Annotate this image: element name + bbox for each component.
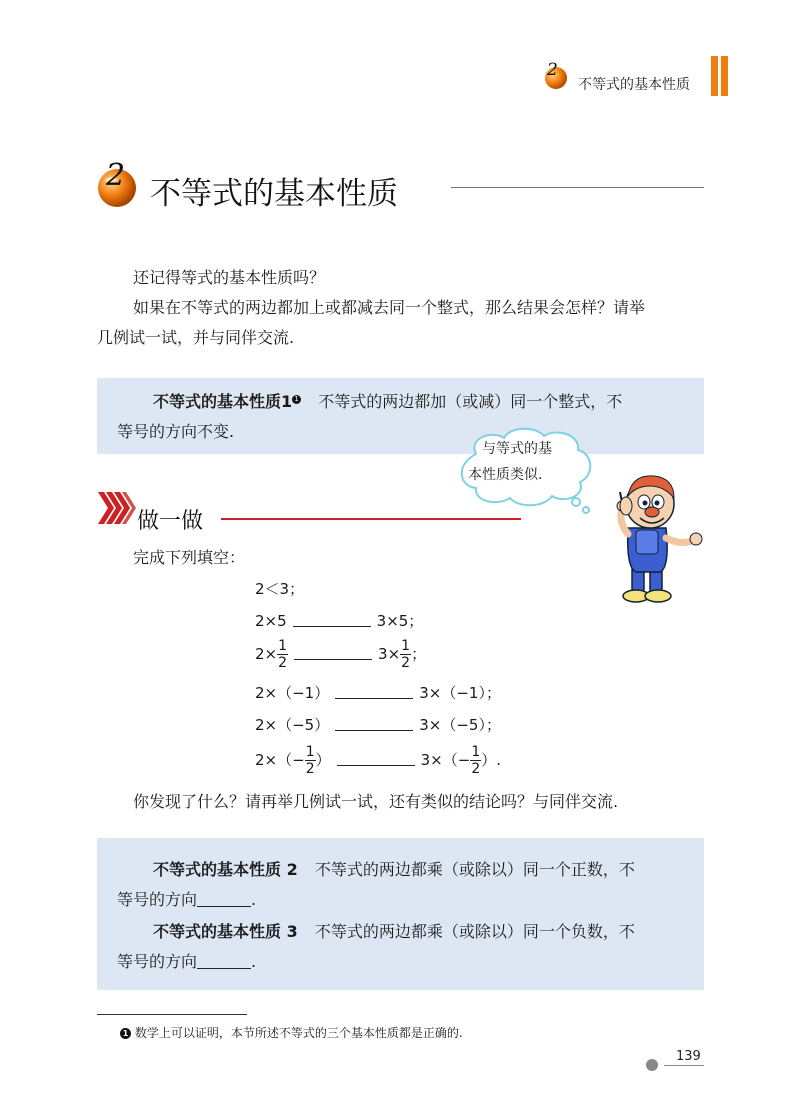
answer-blank[interactable] xyxy=(197,890,251,907)
section-rule xyxy=(451,187,704,188)
exercise-6: 2×（− $\frac{1}{2}$ ） 3×（− $\frac{1}{2}$ ）. xyxy=(255,744,502,777)
exercise-3-right: 3× xyxy=(378,645,401,663)
activity-rule xyxy=(221,518,521,520)
exercise-2-right: 3×5； xyxy=(376,612,424,630)
property-1-line-2: 等号的方向不变. xyxy=(117,422,235,441)
exercise-4-right: 3×（−1）； xyxy=(419,684,501,702)
cloud-line-1: 与等式的基 xyxy=(482,441,552,457)
property-3-line-2: 等号的方向 . xyxy=(117,952,257,971)
property-1-text: 不等式的两边都加（或减）同一个整式，不 xyxy=(318,392,623,411)
fraction: $\frac{1}{2}$ xyxy=(471,744,481,777)
intro-line-2: 如果在不等式的两边都加上或都减去同一个整式，那么结果会怎样？请举 xyxy=(133,298,646,317)
cloud-text xyxy=(468,436,588,488)
answer-blank[interactable] xyxy=(293,612,371,627)
property-3-text: 不等式的两边都乘（或除以）同一个负数，不 xyxy=(314,922,635,941)
property-2-line-2: 等号的方向 . xyxy=(117,890,257,909)
header-number: 2 xyxy=(547,60,558,80)
footnote-marker: 1 xyxy=(292,395,301,404)
fraction: $\frac{1}{2}$ xyxy=(305,744,315,777)
exercise-5-left: 2×（−5） xyxy=(255,716,330,734)
fraction: $\frac{1}{2}$ xyxy=(278,638,288,671)
exercise-3-left: 2× xyxy=(255,645,278,663)
chevron-marker-icon xyxy=(98,488,136,528)
footnote-rule xyxy=(97,1014,247,1015)
chapter-tab-icon xyxy=(711,56,729,96)
exercise-4 xyxy=(255,682,501,703)
answer-blank[interactable] xyxy=(337,751,415,766)
property-3-label: 不等式的基本性质 3 xyxy=(153,922,298,941)
discover-text: 你发现了什么？请再举几例试一试，还有类似的结论吗？与同伴交流. xyxy=(133,792,619,811)
intro-line-3: 几例试一试，并与同伴交流. xyxy=(97,328,295,347)
exercise-2-left: 2×5 xyxy=(255,612,287,630)
property-3-line-1 xyxy=(153,920,635,944)
header-title: 不等式的基本性质 xyxy=(578,77,690,93)
page-number-rule xyxy=(664,1065,704,1066)
answer-blank[interactable] xyxy=(197,952,251,969)
property-1-line-1 xyxy=(153,390,622,414)
answer-blank[interactable] xyxy=(335,716,413,731)
exercise-2 xyxy=(255,610,423,631)
property-2-line-1 xyxy=(153,858,635,882)
exercise-1: 2＜3； xyxy=(255,580,305,598)
fraction: $\frac{1}{2}$ xyxy=(401,638,411,671)
activity-prompt: 完成下列填空： xyxy=(133,548,246,567)
exercise-6-left: 2×（− xyxy=(255,751,305,769)
property-2-label: 不等式的基本性质 2 xyxy=(153,860,298,879)
mascot-illustration xyxy=(598,468,710,608)
section-number: 2 xyxy=(106,158,126,193)
answer-blank[interactable] xyxy=(294,645,372,660)
footnote-number-icon: 1 xyxy=(120,1028,131,1039)
answer-blank[interactable] xyxy=(335,684,413,699)
page-number-dot xyxy=(646,1059,658,1071)
exercise-5-right: 3×（−5）； xyxy=(419,716,501,734)
activity-title: 做一做 xyxy=(137,509,204,534)
footnote-text: 数学上可以证明，本节所述不等式的三个基本性质都是正确的. xyxy=(134,1026,463,1040)
section-title: 不等式的基本性质 xyxy=(150,176,398,212)
page-number: 139 xyxy=(676,1049,701,1064)
property-1-label: 不等式的基本性质1 xyxy=(153,392,293,411)
intro-line-1: 还记得等式的基本性质吗？ xyxy=(133,268,326,287)
cloud-line-2: 本性质类似. xyxy=(468,467,543,483)
exercise-5 xyxy=(255,714,501,735)
exercise-6-right: 3×（− xyxy=(420,751,471,769)
exercise-4-left: 2×（−1） xyxy=(255,684,330,702)
exercise-3: 2× $\frac{1}{2}$ 3× $\frac{1}{2}$ ； xyxy=(255,638,427,671)
property-2-text: 不等式的两边都乘（或除以）同一个正数，不 xyxy=(314,860,635,879)
footnote xyxy=(120,1024,463,1041)
